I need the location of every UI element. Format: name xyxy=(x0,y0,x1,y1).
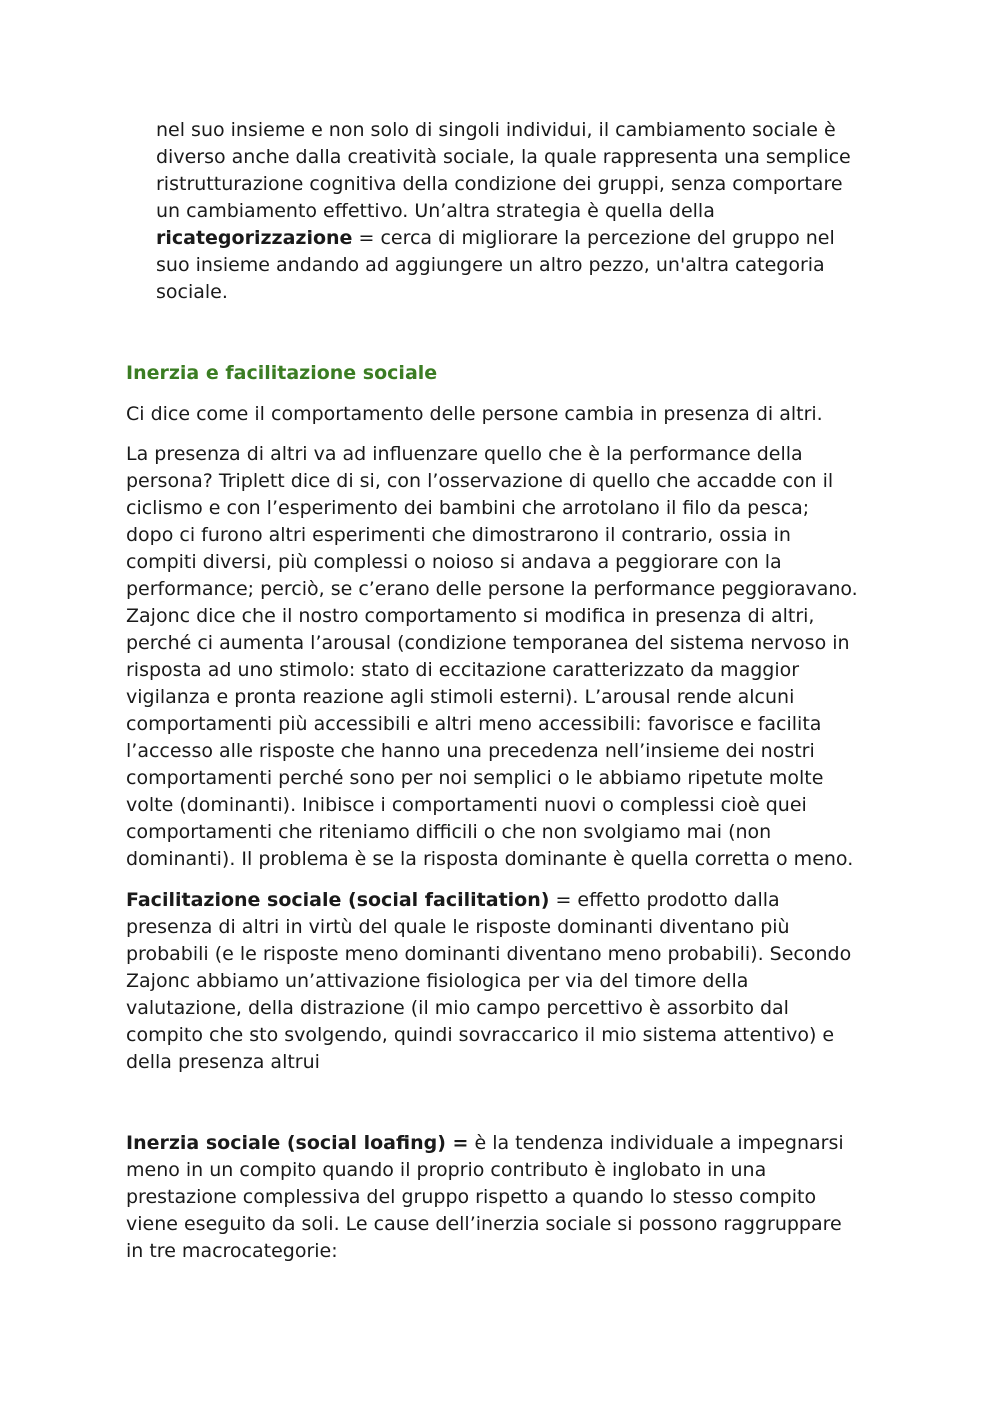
text-line: La presenza di altri va ad influenzare quello che è la performance della xyxy=(126,443,803,465)
text-line: ristrutturazione cognitiva della condizione dei gruppi, senza comportare xyxy=(156,173,843,195)
text-line: probabili (e le risposte meno dominanti diventano meno probabili). Secondo xyxy=(126,943,852,965)
facilitation-paragraph xyxy=(126,887,956,1076)
term-ricategorizzazione: ricategorizzazione xyxy=(156,227,353,249)
text-line: compito che sto svolgendo, quindi sovraccarico il mio sistema attentivo) e xyxy=(126,1024,835,1046)
section-heading: Inerzia e facilitazione sociale xyxy=(126,362,438,384)
text-line: un cambiamento effettivo. Un’altra strategia è quella della xyxy=(156,200,715,222)
text-line: viene eseguito da soli. Le cause dell’inerzia sociale si possono raggruppare xyxy=(126,1213,842,1235)
text-line: persona? Triplett dice di si, con l’osservazione di quello che accadde con il xyxy=(126,470,834,492)
text-line xyxy=(126,887,956,914)
text-line xyxy=(156,225,956,252)
text-line: diverso anche dalla creatività sociale, la quale rappresenta una semplice xyxy=(156,146,851,168)
text-line: della presenza altrui xyxy=(126,1051,320,1073)
text-line: performance; perciò, se c’erano delle persone la performance peggioravano. xyxy=(126,578,858,600)
text-fragment: = effetto prodotto dalla xyxy=(549,889,780,911)
text-line: comportamenti che riteniamo difficili o che non svolgiamo mai (non xyxy=(126,821,772,843)
intro-paragraph xyxy=(126,401,956,428)
text-line: meno in un compito quando il proprio contributo è inglobato in una xyxy=(126,1159,767,1181)
continuation-paragraph xyxy=(156,117,956,306)
text-line: dopo ci furono altri esperimenti che dimostrarono il contrario, ossia in xyxy=(126,524,791,546)
text-fragment: cerca di migliorare la percezione del gruppo nel xyxy=(380,227,835,249)
text-line: comportamenti perché sono per noi semplici o le abbiamo ripetute molte xyxy=(126,767,824,789)
text-line xyxy=(126,1130,956,1157)
loafing-paragraph xyxy=(126,1130,956,1265)
text-line: in tre macrocategorie: xyxy=(126,1240,338,1262)
text-line: dominanti). Il problema è se la risposta dominante è quella corretta o meno. xyxy=(126,848,854,870)
text-line: vigilanza e pronta reazione agli stimoli esterni). L’arousal rende alcuni xyxy=(126,686,795,708)
text-line: valutazione, della distrazione (il mio campo percettivo è assorbito dal xyxy=(126,997,789,1019)
main-paragraph xyxy=(126,441,956,873)
text-line: compiti diversi, più complessi o noioso si andava a peggiorare con la xyxy=(126,551,782,573)
text-line: volte (dominanti). Inibisce i comportamenti nuovi o complessi cioè quei xyxy=(126,794,807,816)
text-line: sociale. xyxy=(156,281,228,303)
text-line: comportamenti più accessibili e altri meno accessibili: favorisce e facilita xyxy=(126,713,822,735)
text-line: suo insieme andando ad aggiungere un altro pezzo, un'altra categoria xyxy=(156,254,825,276)
text-line: Zajonc dice che il nostro comportamento si modifica in presenza di altri, xyxy=(126,605,815,627)
text-line: nel suo insieme e non solo di singoli individui, il cambiamento sociale è xyxy=(156,119,836,141)
term-separator: = xyxy=(352,227,381,249)
term-social-loafing: Inerzia sociale (social loafing) = xyxy=(126,1132,469,1154)
text-line: prestazione complessiva del gruppo rispetto a quando lo stesso compito xyxy=(126,1186,817,1208)
text-line: perché ci aumenta l’arousal (condizione temporanea del sistema nervoso in xyxy=(126,632,850,654)
term-social-facilitation: Facilitazione sociale (social facilitation) xyxy=(126,889,550,911)
text-fragment: è la tendenza individuale a impegnarsi xyxy=(468,1132,844,1154)
text-line: presenza di altri in virtù del quale le risposte dominanti diventano più xyxy=(126,916,790,938)
text-line: ciclismo e con l’esperimento dei bambini che arrotolano il filo da pesca; xyxy=(126,497,810,519)
text-line: risposta ad uno stimolo: stato di eccitazione caratterizzato da maggior xyxy=(126,659,800,681)
text-line: Zajonc abbiamo un’attivazione fisiologica per via del timore della xyxy=(126,970,749,992)
text-line: l’accesso alle risposte che hanno una precedenza nell’insieme dei nostri xyxy=(126,740,815,762)
text-line: Ci dice come il comportamento delle persone cambia in presenza di altri. xyxy=(126,403,823,425)
